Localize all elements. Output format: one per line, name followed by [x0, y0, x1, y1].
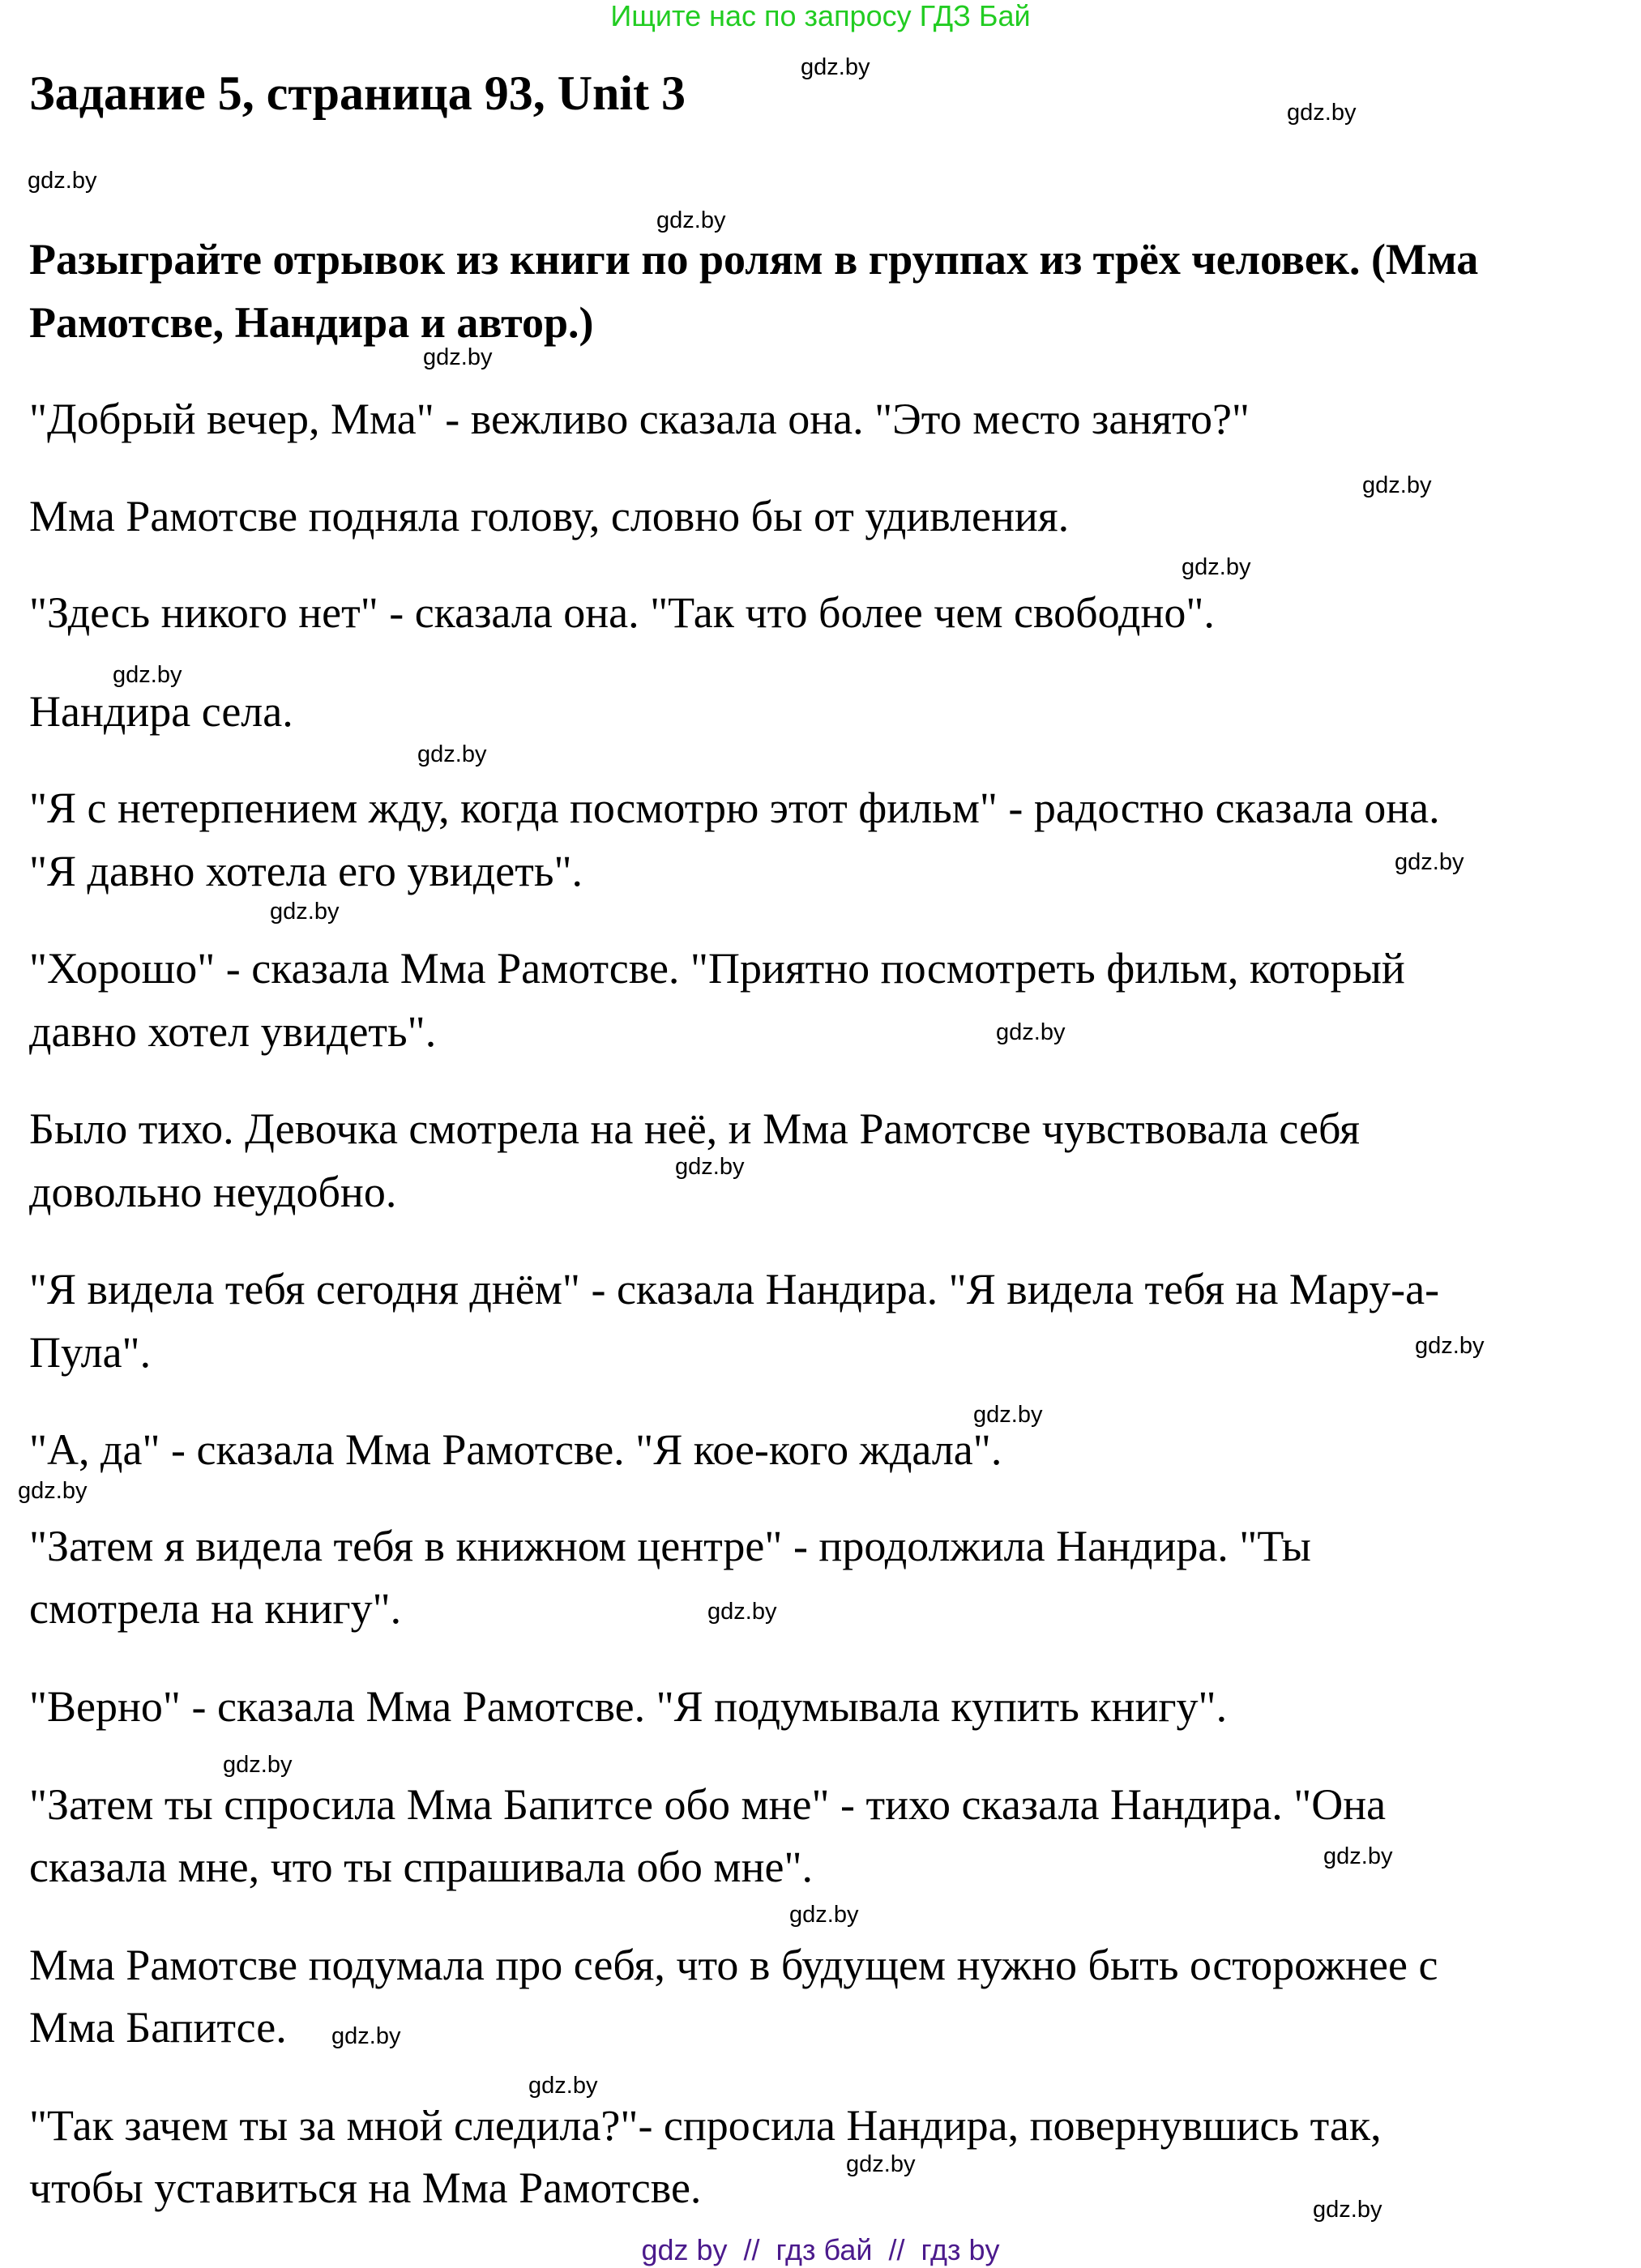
text-line: Мма Рамотсве подняла голову, словно бы от удивления. — [29, 492, 1070, 540]
watermark: gdz.by — [656, 207, 726, 233]
watermark: gdz.by — [423, 344, 493, 370]
watermark: gdz.by — [1362, 472, 1432, 498]
watermark: gdz.by — [973, 1402, 1043, 1428]
text-line: довольно неудобно. — [29, 1168, 397, 1216]
watermark: gdz.by — [801, 54, 870, 80]
text-line: "Я видела тебя сегодня днём" - сказала Нандира. "Я видела тебя на Мару-а- — [29, 1265, 1440, 1313]
text-line: Мма Бапитсе. — [29, 2003, 287, 2052]
watermark: gdz.by — [675, 1154, 745, 1180]
watermark: gdz.by — [417, 741, 487, 767]
watermark: gdz.by — [1287, 100, 1357, 126]
instruction-line: Рамотсве, Нандира и автор.) — [29, 298, 594, 347]
watermark: gdz.by — [113, 662, 182, 688]
text-line: "Так зачем ты за мной следила?"- спросила Нандира, повернувшись так, — [29, 2101, 1382, 2150]
text-line: "Затем ты спросила Мма Бапитсе обо мне" - тихо сказала Нандира. "Она — [29, 1780, 1387, 1829]
text-line: "Затем я видела тебя в книжном центре" - продолжила Нандира. "Ты — [29, 1522, 1311, 1570]
text-line: "Я давно хотела его увидеть". — [29, 847, 583, 895]
watermark: gdz.by — [1313, 2197, 1382, 2223]
watermark: gdz.by — [707, 1599, 777, 1625]
text-line: чтобы уставиться на Мма Рамотсве. — [29, 2163, 702, 2212]
text-line: давно хотел увидеть". — [29, 1007, 437, 1056]
watermark: gdz.by — [28, 168, 97, 194]
watermark: gdz.by — [18, 1478, 88, 1504]
text-line: Пула". — [29, 1328, 152, 1377]
text-line: "Я с нетерпением жду, когда посмотрю этот фильм" - радостно сказала она. — [29, 784, 1440, 832]
watermark: gdz.by — [1323, 1843, 1393, 1869]
watermark: gdz.by — [331, 2023, 401, 2049]
watermark: gdz.by — [270, 899, 340, 925]
text-line: "Здесь никого нет" - сказала она. "Так что более чем свободно". — [29, 588, 1215, 637]
text-line: "Добрый вечер, Мма" - вежливо сказала она. "Это место занято?" — [29, 395, 1250, 443]
watermark: gdz.by — [528, 2073, 598, 2099]
watermark: gdz.by — [846, 2151, 916, 2177]
watermark: gdz.by — [996, 1019, 1066, 1045]
watermark: gdz.by — [1415, 1333, 1485, 1359]
text-line: "А, да" - сказала Мма Рамотсве. "Я кое-кого ждала". — [29, 1425, 1002, 1474]
watermark: gdz.by — [1395, 849, 1464, 875]
text-line: сказала мне, что ты спрашивала обо мне". — [29, 1843, 814, 1891]
instruction-line: Разыграйте отрывок из книги по ролям в группах из трёх человек. (Мма — [29, 235, 1479, 284]
text-line: Мма Рамотсве подумала про себя, что в будущем нужно быть осторожнее с — [29, 1941, 1438, 1989]
watermark: gdz.by — [789, 1902, 859, 1928]
watermark: gdz.by — [223, 1752, 293, 1778]
search-banner[interactable]: Ищите нас по запросу ГДЗ Бай — [610, 0, 1031, 32]
watermark: gdz.by — [1182, 554, 1251, 580]
footer-links[interactable]: gdz by // гдз бай // гдз by — [641, 2233, 1000, 2266]
page-title: Задание 5, страница 93, Unit 3 — [29, 66, 686, 120]
text-line: "Хорошо" - сказала Мма Рамотсве. "Приятно посмотреть фильм, который — [29, 944, 1405, 993]
text-line: "Верно" - сказала Мма Рамотсве. "Я подумывала купить книгу". — [29, 1682, 1228, 1731]
text-line: Нандира села. — [29, 687, 293, 736]
text-line: смотрела на книгу". — [29, 1584, 402, 1633]
text-line: Было тихо. Девочка смотрела на неё, и Мма Рамотсве чувствовала себя — [29, 1104, 1360, 1153]
